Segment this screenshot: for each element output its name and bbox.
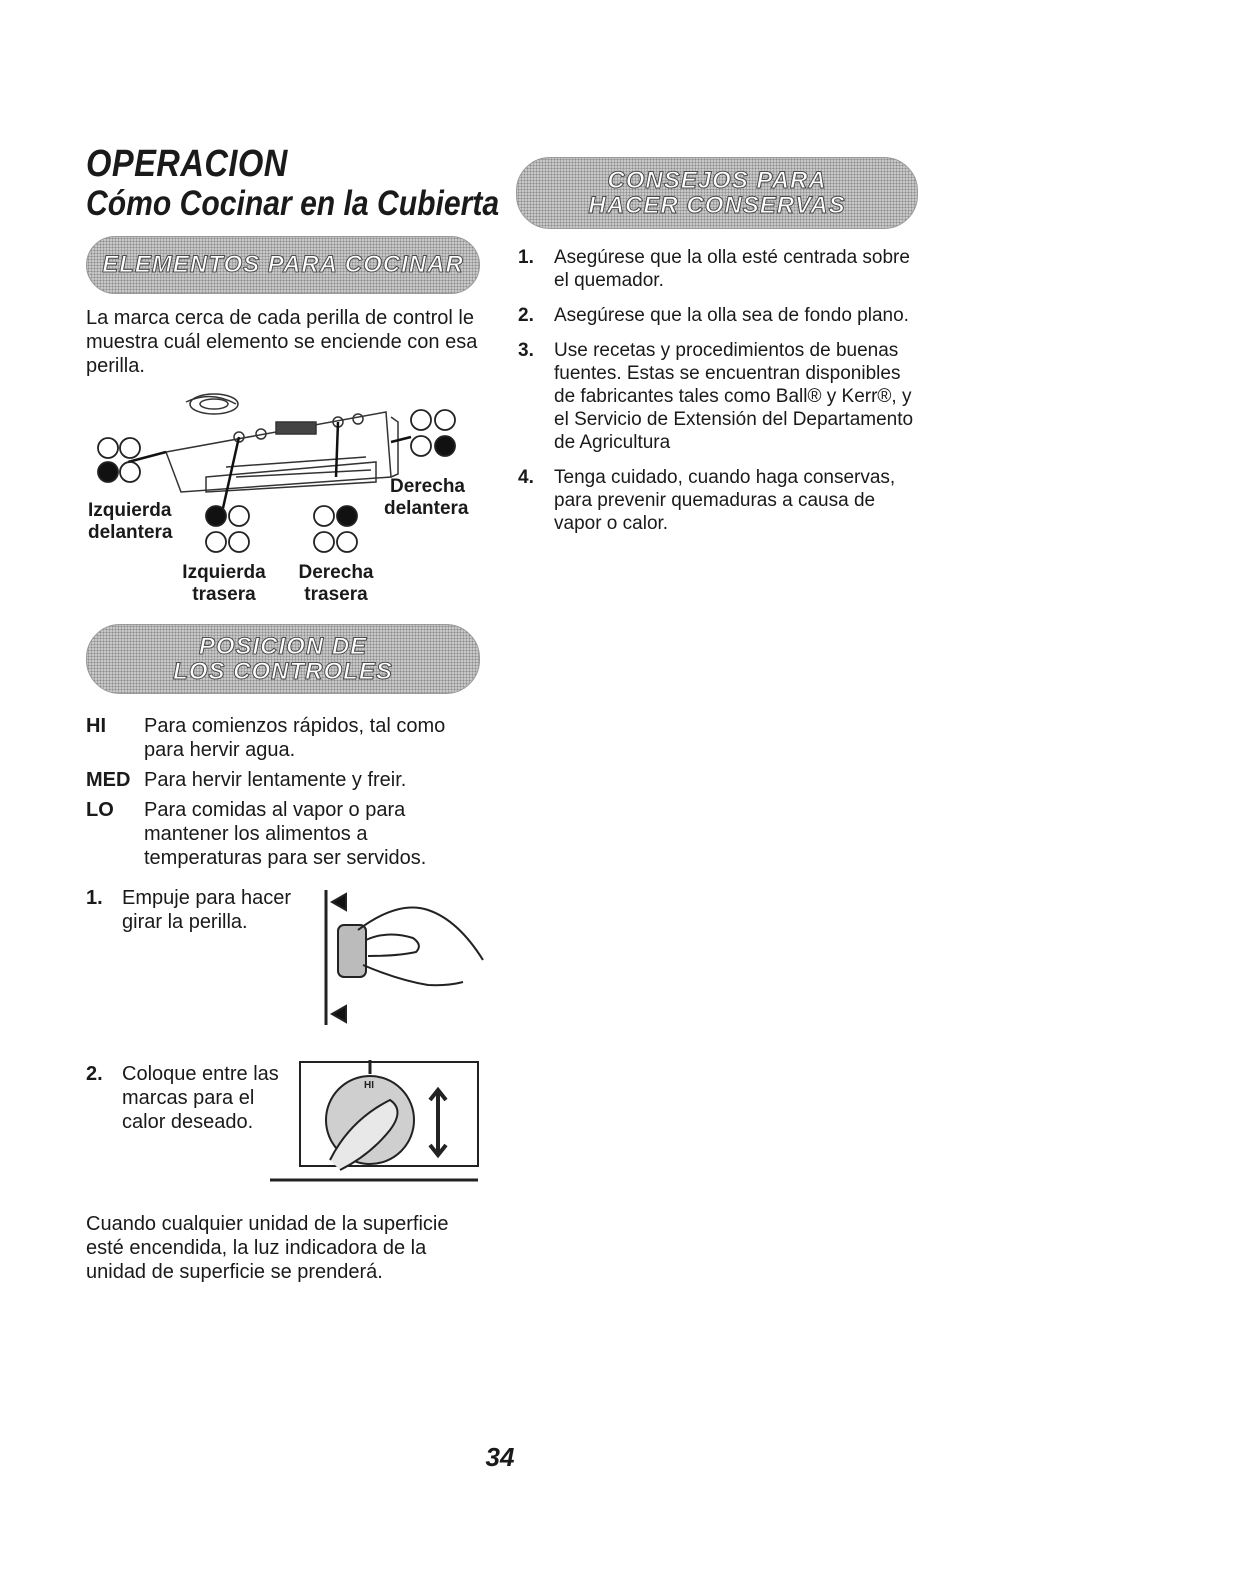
indicator-circle xyxy=(98,438,118,458)
banner-controles xyxy=(86,624,480,694)
control-text: Para comienzos rápidos, tal como para hervir agua. xyxy=(144,715,446,761)
label-left-rear-line2: trasera xyxy=(192,584,256,605)
banner-controles-line2: LOS CONTROLES xyxy=(173,658,393,685)
tip-text: Tenga cuidado, cuando haga conservas, para prevenir quemaduras a causa de vapor o calor. xyxy=(554,467,896,534)
control-row-hi xyxy=(86,714,486,762)
tip-number: 4. xyxy=(518,467,534,488)
label-right-front-line2: delantera xyxy=(384,498,469,519)
indicator-circle xyxy=(411,436,431,456)
control-row-med xyxy=(86,768,486,792)
indicator-circle-filled xyxy=(98,462,118,482)
knob xyxy=(338,925,366,977)
control-text: Para hervir lentamente y freir. xyxy=(144,769,407,791)
controls-list xyxy=(86,714,486,876)
list-item xyxy=(518,339,918,454)
push-knob-illustration xyxy=(318,890,488,1030)
control-text: Para comidas al vapor o para mantener los alimentos a temperaturas para ser servidos. xyxy=(144,799,427,869)
tip-text: Asegúrese que la olla esté centrada sobre el quemador. xyxy=(554,247,910,291)
control-code: MED xyxy=(86,769,131,791)
indicator-circle xyxy=(120,462,140,482)
canning-tips-list xyxy=(518,246,918,547)
rotate-arrow-icon xyxy=(430,1090,446,1155)
label-left-front-line2: delantera xyxy=(88,522,173,543)
label-left-rear xyxy=(178,562,270,606)
list-item xyxy=(518,246,918,292)
arrow-left-icon xyxy=(332,1006,346,1022)
indicator-circle xyxy=(314,532,334,552)
indicator-circle-filled xyxy=(206,506,226,526)
banner-elementos xyxy=(86,236,480,294)
indicator-circle xyxy=(411,410,431,430)
banner-controles-line1: POSICION DE xyxy=(198,632,368,660)
page-subtitle: Cómo Cocinar en la Cubierta xyxy=(86,184,500,223)
indicator-circle xyxy=(314,506,334,526)
banner-conservas-line2: HACER CONSERVAS xyxy=(588,192,846,219)
label-left-rear-line1: Izquierda xyxy=(182,562,266,583)
label-right-front-line1: Derecha xyxy=(390,476,465,497)
banner-elementos-text: ELEMENTOS PARA COCINAR xyxy=(102,251,464,279)
banner-conservas-line1: CONSEJOS PARA xyxy=(607,166,827,194)
indicator-circle xyxy=(229,532,249,552)
list-item xyxy=(518,466,918,535)
indicator-circle-filled xyxy=(435,436,455,456)
tip-number: 1. xyxy=(518,247,534,268)
tip-text: Asegúrese que la olla sea de fondo plano. xyxy=(554,305,909,326)
control-display xyxy=(276,422,316,434)
page-number: 34 xyxy=(485,1442,515,1472)
step-1 xyxy=(86,886,306,934)
step-number: 1. xyxy=(86,887,103,909)
tip-text: Use recetas y procedimientos de buenas fuentes. Estas se encuentran disponibles de fabricantes tales como Ball® y Kerr®, y el Servicio de Extensión del Departamento de Agricultura xyxy=(554,340,914,453)
indicator-circle-filled xyxy=(337,506,357,526)
closing-paragraph: Cuando cualquier unidad de la superficie esté encendida, la luz indicadora de la unidad de superficie se prenderá. xyxy=(86,1213,449,1283)
pointer-right-front xyxy=(391,437,411,442)
label-right-rear xyxy=(294,562,378,606)
label-left-front-line1: Izquierda xyxy=(88,500,172,521)
banner-conservas xyxy=(516,157,918,229)
page-title: OPERACION xyxy=(86,143,288,185)
step-2 xyxy=(86,1062,296,1134)
step-text: Coloque entre las marcas para el calor deseado. xyxy=(122,1063,279,1133)
indicator-circle xyxy=(229,506,249,526)
turn-knob-illustration xyxy=(270,1060,482,1186)
intro-paragraph: La marca cerca de cada perilla de control le muestra cuál elemento se enciende con esa perilla. xyxy=(86,307,478,377)
label-right-rear-line1: Derecha xyxy=(298,562,374,583)
label-right-rear-line2: trasera xyxy=(304,584,368,605)
knob-mark-hi: HI xyxy=(364,1080,374,1091)
tip-number: 2. xyxy=(518,305,534,326)
pointer-right-rear xyxy=(336,422,338,477)
step-text: Empuje para hacer girar la perilla. xyxy=(122,887,291,933)
label-left-front xyxy=(88,500,172,544)
indicator-circle xyxy=(337,532,357,552)
control-code: LO xyxy=(86,799,114,821)
control-code: HI xyxy=(86,715,106,737)
tip-number: 3. xyxy=(518,340,534,361)
indicator-circle xyxy=(120,438,140,458)
indicator-circle xyxy=(435,410,455,430)
control-row-lo xyxy=(86,798,486,870)
indicator-circle xyxy=(206,532,226,552)
arrow-left-icon xyxy=(332,894,346,910)
step-number: 2. xyxy=(86,1063,103,1085)
label-right-front xyxy=(384,476,468,520)
hand-outline xyxy=(358,908,483,961)
list-item xyxy=(518,304,918,327)
